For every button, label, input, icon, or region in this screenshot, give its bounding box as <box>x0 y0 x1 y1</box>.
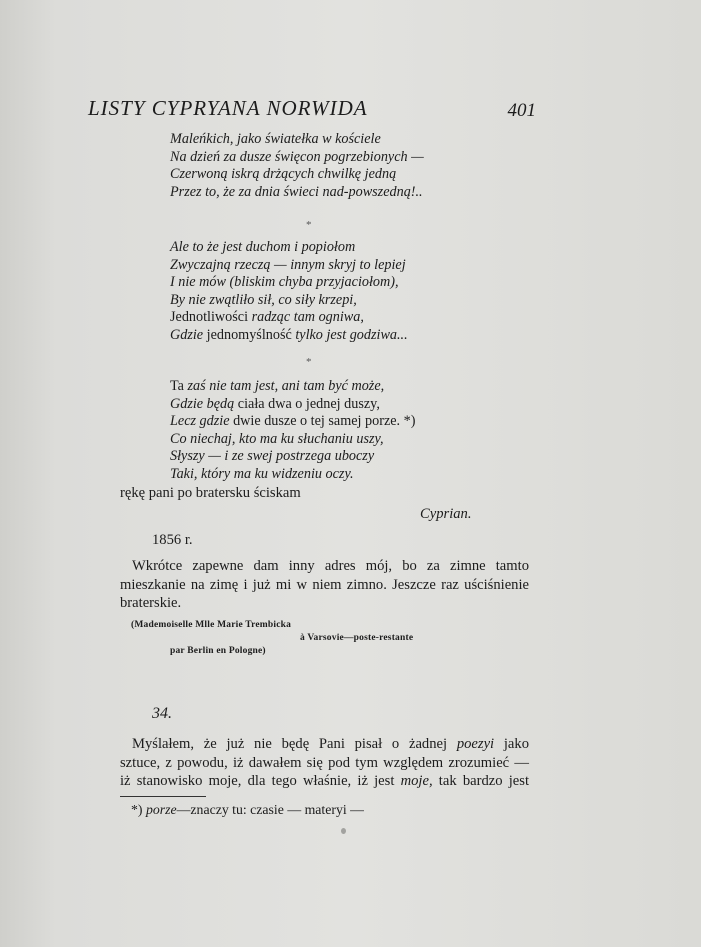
poem-line <box>170 309 408 327</box>
letter-date: 1856 r. <box>152 532 193 548</box>
poem-line <box>170 184 424 202</box>
footnote <box>131 801 364 820</box>
italic-text: moje, <box>400 773 433 789</box>
roman-text: *) <box>131 802 146 817</box>
poem-line <box>170 274 408 292</box>
paragraph-line <box>120 735 529 754</box>
paragraph-line: mieszkanie na zimę i już mi w niem zimno. Jeszcze raz uściśnienie <box>120 576 529 593</box>
italic-text: Czerwoną iskrą drżących chwilkę jedną <box>170 166 397 183</box>
roman-text: sztuce, z powodu, iż dawałem się pod tym względem zrozumieć — <box>120 754 529 771</box>
poem-line <box>170 466 415 484</box>
page-number: 401 <box>507 100 536 121</box>
italic-text: zaś nie tam jest, ani tam być może, <box>187 378 385 394</box>
italic-text: Ale to że jest duchom i popiołom <box>170 239 356 255</box>
stanza-separator: * <box>306 219 312 231</box>
address-line: à Varsovie—poste-restante <box>300 633 414 643</box>
italic-text: Przez to, że za dnia świeci nad-powszedną!.. <box>170 183 423 200</box>
roman-text: Jednotliwości <box>170 309 252 326</box>
italic-text: radząc tam ogniwa, <box>251 309 364 326</box>
poem-line <box>170 257 408 275</box>
poem-line <box>170 166 424 184</box>
footnote-rule <box>120 796 206 797</box>
running-title: LISTY CYPRYANA NORWIDA <box>88 96 368 120</box>
address-line: (Mademoiselle Mlle Marie Trembicka <box>131 620 292 630</box>
paragraph-line <box>120 772 529 791</box>
poem-line <box>170 378 415 396</box>
poem-line <box>170 327 408 345</box>
roman-text: dwie dusze o tej samej porze. *) <box>233 413 416 430</box>
roman-text: iż stanowisko moje, dla tego właśnie, iż jest <box>120 773 401 789</box>
italic-text: Zwyczajną rzeczą — innym skryj to lepiej <box>170 256 406 273</box>
address-line: par Berlin en Pologne) <box>170 646 266 656</box>
running-head <box>88 96 536 126</box>
paragraph <box>120 735 529 791</box>
paragraph-line: braterskie. <box>120 595 182 611</box>
poem-stanza <box>170 131 424 201</box>
poem-line <box>170 431 415 449</box>
italic-text: Co niechaj, kto ma ku słuchaniu uszy, <box>170 430 384 447</box>
stanza-separator: * <box>306 356 312 368</box>
poem-line <box>170 413 415 431</box>
paragraph <box>120 557 529 613</box>
italic-text: Gdzie <box>170 326 207 343</box>
poem-line <box>170 396 415 414</box>
italic-text: Słyszy — i ze swej postrzega uboczy <box>170 448 375 465</box>
italic-text: Gdzie będą <box>170 395 238 412</box>
paragraph-line: Wkrótce zapewne dam inny adres mój, bo za zimne tamto <box>132 558 529 574</box>
italic-text: Maleńkich, jako światełka w kościele <box>170 131 381 147</box>
paper-speck <box>341 828 346 834</box>
poem-line <box>170 239 408 257</box>
poem-stanza <box>170 239 408 345</box>
roman-text: jako <box>494 736 530 752</box>
roman-text: tak bardzo jest <box>432 773 529 789</box>
letter-number: 34. <box>152 705 172 722</box>
letter-closing: rękę pani po bratersku ściskam <box>120 485 301 501</box>
roman-text: Ta <box>170 378 188 394</box>
poem-line <box>170 292 408 310</box>
italic-text: Na dzień za dusze święcon pogrzebionych — <box>170 148 424 165</box>
roman-text: jednomyślność <box>206 326 296 343</box>
italic-text: I nie mów (bliskim chyba przyjaciołom), <box>170 274 399 291</box>
poem-line <box>170 448 415 466</box>
italic-text: Lecz gdzie <box>170 413 234 430</box>
roman-text: Myślałem, że już nie będę Pani pisał o żadnej <box>132 736 457 752</box>
paragraph-line <box>120 754 529 773</box>
roman-text: ciała dwa o jednej duszy, <box>237 395 380 412</box>
italic-text: tylko jest godziwa... <box>295 326 408 343</box>
italic-text: By nie zwątliło sił, co siły krzepi, <box>170 291 357 308</box>
poem-stanza <box>170 378 415 484</box>
italic-text: Taki, który ma ku widzeniu oczy. <box>170 465 354 482</box>
italic-text: porze <box>145 802 177 817</box>
signature: Cyprian. <box>420 506 472 522</box>
poem-line <box>170 149 424 167</box>
roman-text: —znaczy tu: czasie — materyi — <box>176 802 364 817</box>
italic-text: poezyi <box>456 736 495 752</box>
poem-line <box>170 131 424 149</box>
